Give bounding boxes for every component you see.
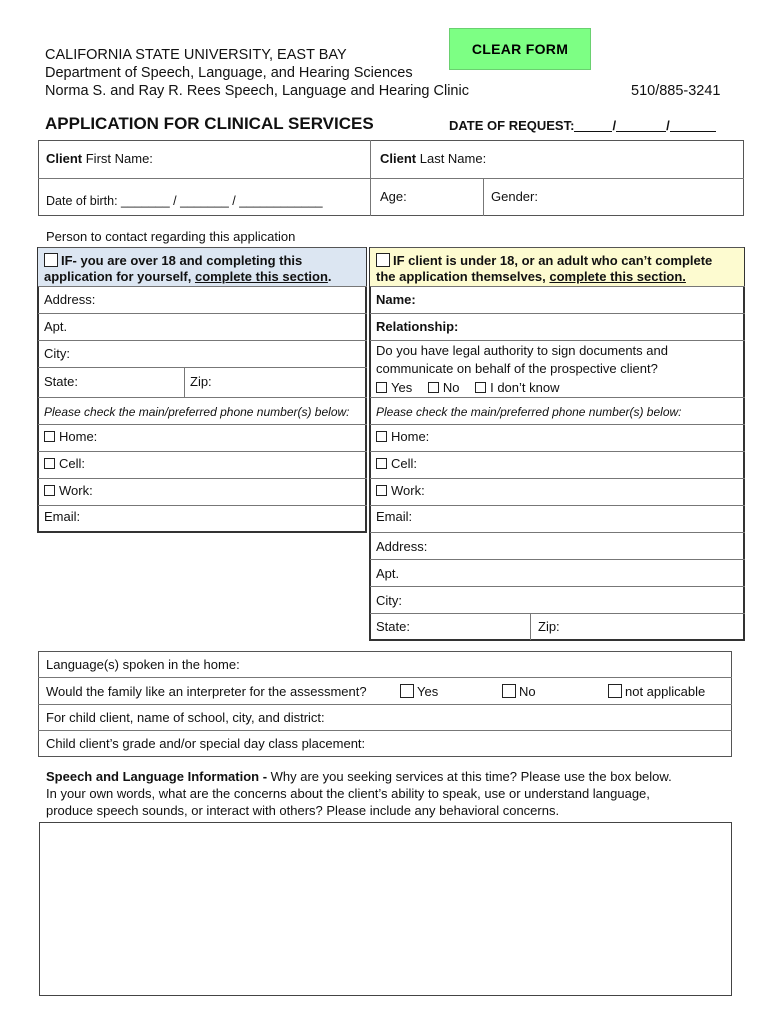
right-section-header-2 (376, 269, 686, 285)
interpreter-na-label: not applicable (625, 684, 706, 699)
speech-info-line3: produce speech sounds, or interact with others? Please include any behavioral concerns. (46, 803, 560, 818)
authority-no-label: No (442, 380, 460, 395)
interpreter-na[interactable] (608, 684, 705, 700)
right-apt-field[interactable]: Apt. (376, 566, 400, 581)
department-name: Department of Speech, Language, and Hearing Sciences (45, 65, 413, 81)
interpreter-na-checkbox[interactable] (608, 684, 622, 698)
speech-info-heading: Speech and Language Information - (46, 769, 271, 784)
right-home-phone[interactable] (376, 429, 429, 445)
grade-field[interactable]: Child client’s grade and/or special day class placement: (46, 736, 366, 751)
speech-info-line1 (46, 769, 672, 785)
left-home-checkbox[interactable] (44, 431, 55, 442)
date-of-request: DATE OF REQUEST: / / (449, 118, 716, 133)
left-work-checkbox[interactable] (44, 485, 55, 496)
date-of-request-label: DATE OF REQUEST: (449, 118, 575, 133)
client-first-name-bold: Client (46, 151, 83, 166)
client-last-name-label: Last Name: (416, 151, 487, 166)
right-work-checkbox[interactable] (376, 485, 387, 496)
university-name: CALIFORNIA STATE UNIVERSITY, EAST BAY (45, 47, 347, 63)
concerns-textarea[interactable] (39, 822, 732, 996)
right-work-phone[interactable] (376, 483, 425, 499)
right-cell-label: Cell: (391, 456, 418, 471)
contact-heading: Person to contact regarding this application (46, 229, 296, 244)
age-field[interactable]: Age: (380, 189, 407, 204)
authority-question-2: communicate on behalf of the prospective client? (376, 361, 658, 376)
left-section-header-2 (44, 269, 332, 285)
left-address-field[interactable]: Address: (44, 292, 96, 307)
left-cell-checkbox[interactable] (44, 458, 55, 469)
client-first-name-label: First Name: (82, 151, 153, 166)
left-header-line2-b: complete this section (194, 269, 328, 284)
left-work-label: Work: (59, 483, 93, 498)
right-address-field[interactable]: Address: (376, 539, 428, 554)
request-year-field[interactable] (670, 120, 716, 132)
right-zip-field[interactable]: Zip: (538, 619, 560, 634)
authority-yes-label: Yes (391, 380, 413, 395)
right-email-field[interactable]: Email: (376, 509, 413, 524)
interpreter-no[interactable] (502, 684, 536, 700)
client-first-name-field[interactable] (46, 151, 153, 167)
left-home-label: Home: (59, 429, 98, 444)
left-state-field[interactable]: State: (44, 374, 78, 389)
client-last-name-bold: Client (380, 151, 417, 166)
left-work-phone[interactable] (44, 483, 93, 499)
left-header-line2-a: application for yourself, (44, 269, 195, 284)
right-cell-phone[interactable] (376, 456, 417, 472)
authority-question-1: Do you have legal authority to sign documents and (376, 343, 668, 358)
right-name-field[interactable]: Name: (376, 292, 416, 307)
speech-info-line2: In your own words, what are the concerns about the client’s ability to speak, use or understand language, (46, 786, 650, 801)
right-relationship-field[interactable]: Relationship: (376, 319, 459, 334)
interpreter-question: Would the family like an interpreter for the assessment? (46, 684, 367, 699)
left-apt-field[interactable]: Apt. (44, 319, 68, 334)
left-header-line1: IF- you are over 18 and completing this (61, 253, 303, 268)
right-header-line1: IF client is under 18, or an adult who can’t complete (393, 253, 713, 268)
interpreter-yes-checkbox[interactable] (400, 684, 414, 698)
interpreter-no-label: No (519, 684, 536, 699)
left-section-header (44, 253, 302, 269)
clinic-name: Norma S. and Ray R. Rees Speech, Language and Hearing Clinic (45, 83, 469, 99)
left-email-field[interactable]: Email: (44, 509, 81, 524)
right-home-label: Home: (391, 429, 430, 444)
right-section-header (376, 253, 712, 269)
request-month-field[interactable] (574, 120, 612, 132)
authority-yes-checkbox[interactable] (376, 382, 387, 393)
right-city-field[interactable]: City: (376, 593, 402, 608)
right-header-line2-b: complete this section. (549, 269, 686, 284)
right-state-field[interactable]: State: (376, 619, 410, 634)
gender-field[interactable]: Gender: (491, 189, 538, 204)
interpreter-no-checkbox[interactable] (502, 684, 516, 698)
school-field[interactable]: For child client, name of school, city, and district: (46, 710, 325, 725)
left-cell-phone[interactable] (44, 456, 85, 472)
languages-field[interactable]: Language(s) spoken in the home: (46, 657, 240, 672)
authority-dont-know-checkbox[interactable] (475, 382, 486, 393)
clinic-phone: 510/885-3241 (631, 83, 721, 99)
request-day-field[interactable] (616, 120, 666, 132)
page-title: APPLICATION FOR CLINICAL SERVICES (45, 114, 374, 133)
right-work-label: Work: (391, 483, 425, 498)
clear-form-button[interactable]: CLEAR FORM (449, 28, 591, 70)
date-of-birth-field[interactable]: Date of birth: _______ / _______ / ____________ (46, 194, 323, 208)
authority-dont-know-label: I don’t know (490, 380, 560, 395)
left-zip-field[interactable]: Zip: (190, 374, 212, 389)
speech-info-question: Why are you seeking services at this time? Please use the box below. (270, 769, 672, 784)
right-cell-checkbox[interactable] (376, 458, 387, 469)
authority-options (376, 380, 559, 396)
right-header-line2-a: the application themselves, (376, 269, 550, 284)
right-section-checkbox[interactable] (376, 253, 390, 267)
left-cell-label: Cell: (59, 456, 86, 471)
client-last-name-field[interactable] (380, 151, 486, 167)
left-home-phone[interactable] (44, 429, 97, 445)
authority-no-checkbox[interactable] (428, 382, 439, 393)
interpreter-yes[interactable] (400, 684, 438, 700)
left-section-checkbox[interactable] (44, 253, 58, 267)
left-header-line2-c: . (327, 269, 332, 284)
interpreter-yes-label: Yes (417, 684, 439, 699)
right-home-checkbox[interactable] (376, 431, 387, 442)
left-phone-note: Please check the main/preferred phone number(s) below: (44, 405, 350, 419)
left-city-field[interactable]: City: (44, 346, 70, 361)
right-phone-note: Please check the main/preferred phone number(s) below: (376, 405, 682, 419)
